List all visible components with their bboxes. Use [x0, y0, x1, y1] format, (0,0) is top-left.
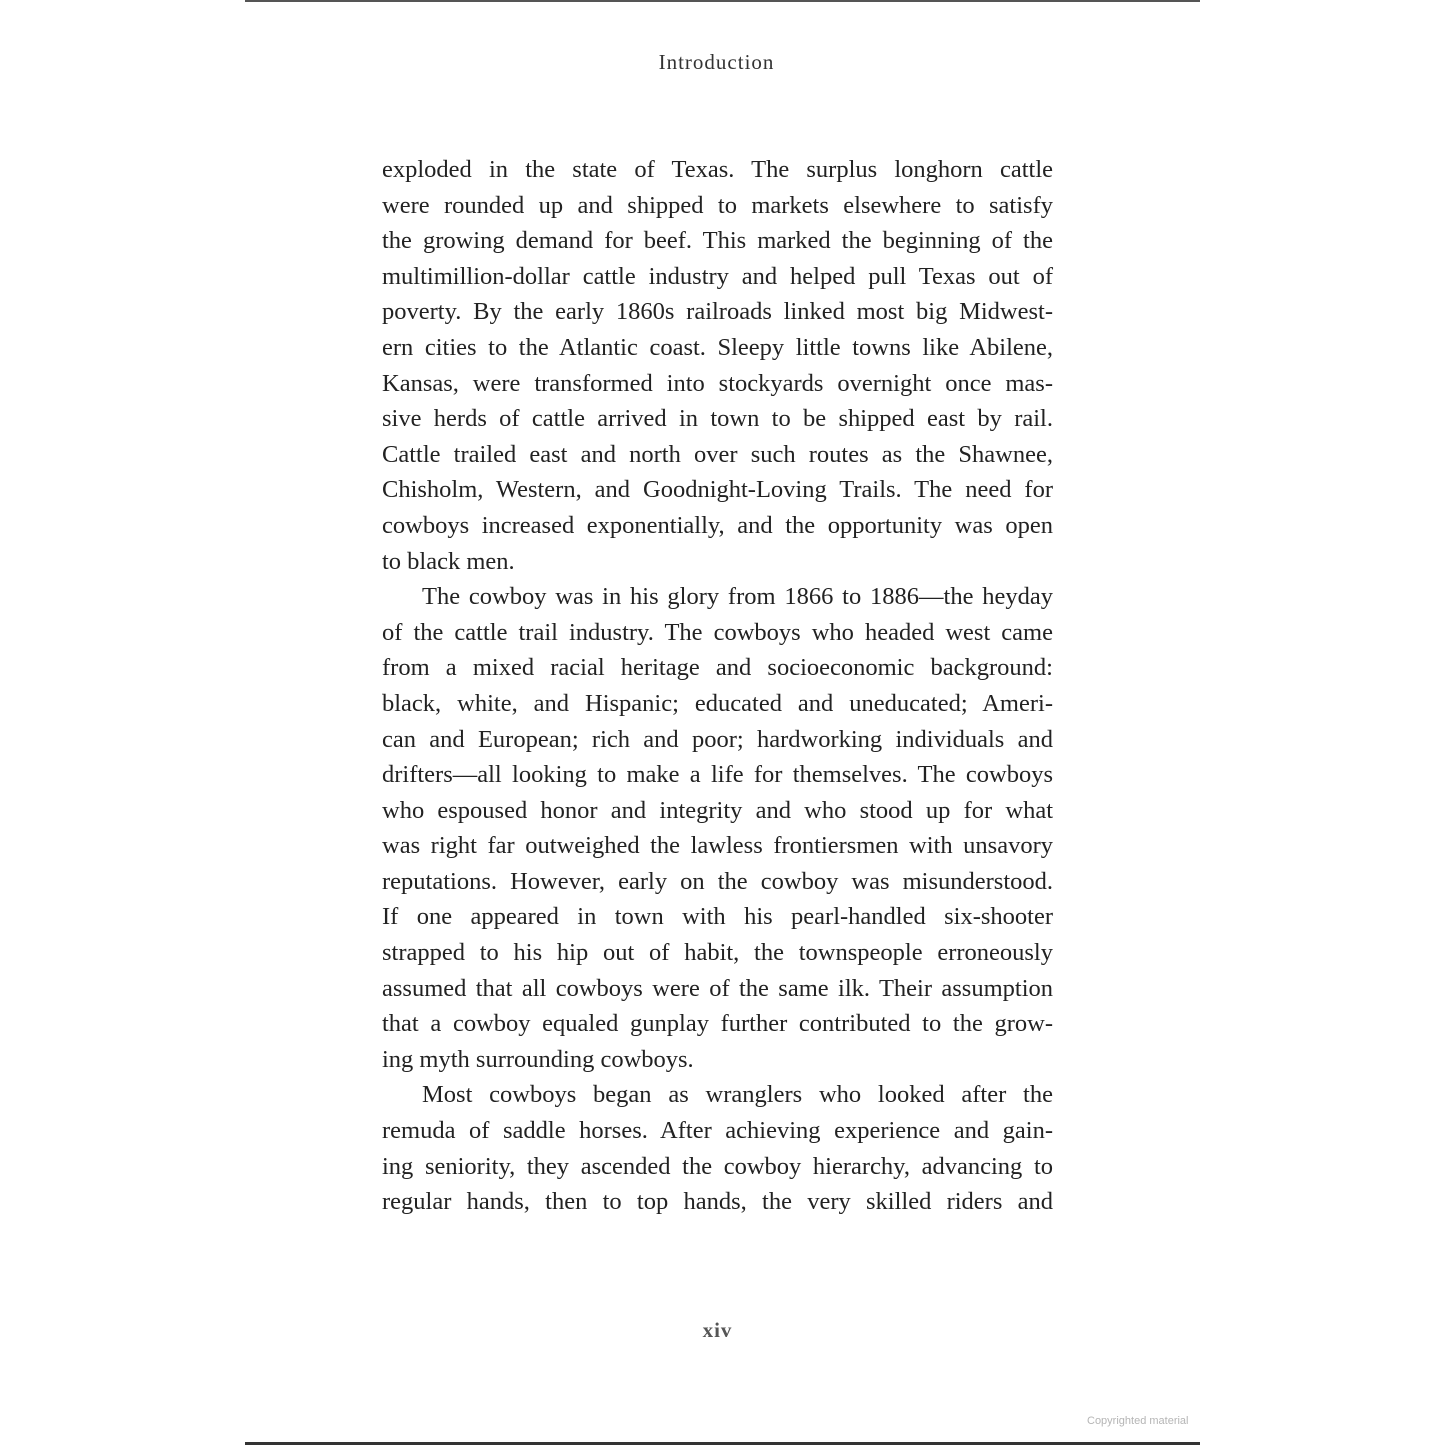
text-line: assumed that all cowboys were of the same ilk. Their assumption — [382, 974, 1053, 1002]
text-line: poverty. By the early 1860s railroads linked most big Midwest- — [382, 298, 1053, 326]
text-line: sive herds of cattle arrived in town to be shipped east by rail. — [382, 405, 1053, 433]
text-line: reputations. However, early on the cowboy was misunderstood. — [382, 867, 1053, 895]
text-line: Cattle trailed east and north over such routes as the Shawnee, — [382, 440, 1053, 468]
text-line: the growing demand for beef. This marked the beginning of the — [382, 227, 1053, 255]
text-line: The cowboy was in his glory from 1866 to 1886—the heyday — [422, 583, 1053, 611]
text-line: of the cattle trail industry. The cowboys who headed west came — [382, 618, 1053, 646]
body-text — [382, 152, 1053, 1220]
text-line: remuda of saddle horses. After achieving experience and gain- — [382, 1117, 1053, 1145]
text-line: ing myth surrounding cowboys. — [382, 1045, 694, 1073]
text-line: was right far outweighed the lawless frontiersmen with unsavory — [382, 832, 1053, 860]
text-line: strapped to his hip out of habit, the townspeople erroneously — [382, 939, 1053, 967]
text-line: If one appeared in town with his pearl-handled six-shooter — [382, 903, 1053, 931]
text-line: ern cities to the Atlantic coast. Sleepy little towns like Abilene, — [382, 333, 1053, 361]
page-top-edge — [245, 0, 1200, 2]
text-line: multimillion-dollar cattle industry and helped pull Texas out of — [382, 262, 1053, 290]
text-line: who espoused honor and integrity and who stood up for what — [382, 796, 1053, 824]
running-head: Introduction — [658, 50, 775, 74]
text-line: exploded in the state of Texas. The surplus longhorn cattle — [382, 156, 1053, 183]
text-line: to black men. — [382, 547, 515, 575]
text-line: were rounded up and shipped to markets elsewhere to satisfy — [382, 191, 1053, 219]
text-line: ing seniority, they ascended the cowboy hierarchy, advancing to — [382, 1152, 1053, 1180]
text-line: regular hands, then to top hands, the very skilled riders and — [382, 1188, 1053, 1216]
text-line: Chisholm, Western, and Goodnight-Loving Trails. The need for — [382, 476, 1053, 504]
text-line: drifters—all looking to make a life for themselves. The cowboys — [382, 761, 1053, 789]
text-line: can and European; rich and poor; hardworking individuals and — [382, 725, 1053, 753]
text-line: Most cowboys began as wranglers who looked after the — [422, 1081, 1053, 1109]
copyright-watermark: Copyrighted material — [1087, 1415, 1189, 1427]
text-line: cowboys increased exponentially, and the opportunity was open — [382, 511, 1053, 539]
text-line: Kansas, were transformed into stockyards overnight once mas- — [382, 369, 1053, 397]
page-number: xiv — [702, 1318, 733, 1342]
text-line: that a cowboy equaled gunplay further contributed to the grow- — [382, 1010, 1053, 1038]
text-line: black, white, and Hispanic; educated and uneducated; Ameri- — [382, 689, 1053, 717]
text-line: from a mixed racial heritage and socioeconomic background: — [382, 654, 1053, 682]
